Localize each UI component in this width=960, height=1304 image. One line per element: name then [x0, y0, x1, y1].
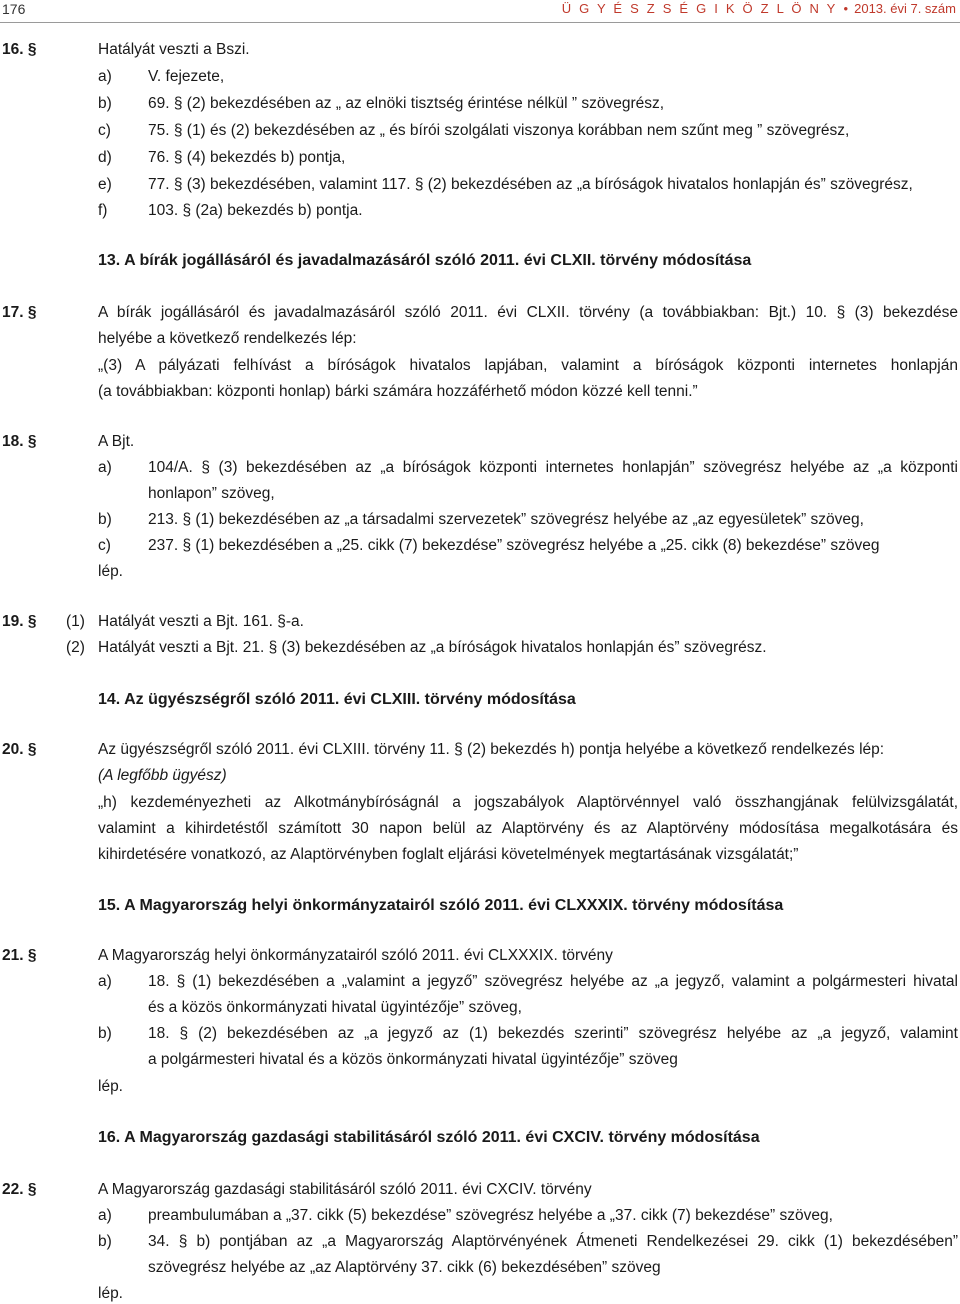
item-mark: b) [98, 1233, 112, 1250]
section-text: helyébe a következő rendelkezés lép: [98, 330, 357, 347]
item-mark: c) [98, 122, 111, 139]
item-mark: b) [98, 95, 112, 112]
item-text: V. fejezete, [148, 68, 225, 85]
item-mark: b) [98, 1025, 112, 1042]
item-text: a polgármesteri hivatal és a közös önkormányzati hivatal ügyintézője” szöveg [148, 1051, 678, 1068]
section-title: Hatályát veszti a Bszi. [98, 41, 250, 58]
item-text: 18. § (1) bekezdésében a „valamint a jegyző” szövegrész helyébe az „a jegyző, valamint a polgármesteri hivatal [148, 973, 958, 990]
item-mark: a) [98, 973, 112, 990]
section-number: 19. § [2, 613, 37, 630]
item-mark: b) [98, 511, 112, 528]
paragraph-mark: (2) [66, 639, 85, 656]
item-text: szövegrész helyébe az „az Alaptörvény 37. cikk (6) bekezdésében” szöveg [148, 1259, 661, 1276]
quoted-text: „(3) A pályázati felhívást a bíróságok hivatalos lapjában, valamint a bíróságok központi internetes honlapján [98, 357, 958, 374]
section-end: lép. [98, 563, 123, 580]
item-text: 34. § b) pontjában az „a Magyarország Alaptörvényének Átmeneti Rendelkezései 29. cikk (1) bekezdésében” [148, 1233, 958, 1250]
item-mark: d) [98, 149, 112, 166]
section-end: lép. [98, 1285, 123, 1302]
quoted-text: valamint a kihirdetéstől számított 30 napon belül az Alaptörvény és az Alaptörvény módosítása megalkotására és [98, 820, 958, 837]
item-text: 76. § (4) bekezdés b) pontja, [148, 149, 346, 166]
item-text: 104/A. § (3) bekezdésében az „a bíróságok központi internetes honlapján” szövegrész helyébe az „a központi [148, 459, 958, 476]
item-text: 69. § (2) bekezdésében az „ az elnöki tisztség érintése nélkül ” szövegrész, [148, 95, 665, 112]
journal-title [562, 1, 956, 16]
section-number: 18. § [2, 433, 37, 450]
chapter-heading: 15. A Magyarország helyi önkormányzatairól szóló 2011. évi CLXXXIX. törvény módosítása [98, 897, 784, 914]
section-title: A Bjt. [98, 433, 135, 450]
item-text: honlapon” szöveg, [148, 485, 275, 502]
item-text: 77. § (3) bekezdésében, valamint 117. § (2) bekezdésében az „a bíróságok hivatalos honlapján és” szövegrész, [148, 176, 913, 193]
paragraph-mark: (1) [66, 613, 85, 630]
section-end: lép. [98, 1078, 123, 1095]
paragraph-text: Hatályát veszti a Bjt. 161. §-a. [98, 613, 304, 630]
issue-label: 2013. évi 7. szám [854, 1, 956, 16]
item-mark: f) [98, 202, 108, 219]
item-text: 18. § (2) bekezdésében az „a jegyző az (1) bekezdés szerinti” szövegrész helyébe az „a jegyző, valamint [148, 1025, 958, 1042]
item-mark: a) [98, 68, 112, 85]
page-number: 176 [2, 1, 26, 17]
section-text: Az ügyészségről szóló 2011. évi CLXIII. törvény 11. § (2) bekezdés h) pontja helyébe a következő rendelkezés lép: [98, 741, 885, 758]
page-header [0, 0, 960, 22]
section-title: A Magyarország helyi önkormányzatairól szóló 2011. évi CLXXXIX. törvény [98, 947, 613, 964]
item-mark: a) [98, 1207, 112, 1224]
item-mark: c) [98, 537, 111, 554]
bullet-separator: • [843, 1, 849, 16]
header-divider [0, 22, 960, 23]
quoted-text: (a továbbiakban: központi honlap) bárki számára hozzáférhető módon közzé kell tenni.” [98, 383, 698, 400]
section-number: 17. § [2, 304, 37, 321]
item-text: 75. § (1) és (2) bekezdésében az „ és bírói szolgálati viszonya korábban nem szűnt meg ” szövegrész, [148, 122, 850, 139]
chapter-heading: 14. Az ügyészségről szóló 2011. évi CLXIII. törvény módosítása [98, 691, 576, 708]
section-number: 22. § [2, 1181, 37, 1198]
item-mark: a) [98, 459, 112, 476]
item-text: 237. § (1) bekezdésében a „25. cikk (7) bekezdése” szövegrész helyébe a „25. cikk (8) bekezdése” szöveg [148, 537, 880, 554]
item-mark: e) [98, 176, 112, 193]
item-text: 103. § (2a) bekezdés b) pontja. [148, 202, 363, 219]
section-number: 20. § [2, 741, 37, 758]
section-text: A bírák jogállásáról és javadalmazásáról szóló 2011. évi CLXII. törvény (a továbbiakban: Bjt.) 10. § (3) bekezdése [98, 304, 958, 321]
italic-note: (A legfőbb ügyész) [98, 767, 227, 784]
section-number: 16. § [2, 41, 37, 58]
item-text: 213. § (1) bekezdésében az „a társadalmi szervezetek” szövegrész helyébe az „az egyesületek” szöveg, [148, 511, 864, 528]
quoted-text: kihirdetésére vonatkozó, az Alaptörvényben foglalt eljárási követelmények megtartásának vizsgálatát;” [98, 846, 799, 863]
journal-name: Ü G Y É S Z S É G I K Ö Z L Ö N Y [561, 1, 838, 16]
quoted-text: „h) kezdeményezheti az Alkotmánybíróságnál a jogszabályok Alaptörvénnyel való összhangjának felülvizsgálatát, [98, 794, 958, 811]
item-text: preambulumában a „37. cikk (5) bekezdése” szövegrész helyébe a „37. cikk (7) bekezdése” szöveg, [148, 1207, 833, 1224]
section-title: A Magyarország gazdasági stabilitásáról szóló 2011. évi CXCIV. törvény [98, 1181, 592, 1198]
item-text: és a közös önkormányzati hivatal ügyintézője” szöveg, [148, 999, 522, 1016]
paragraph-text: Hatályát veszti a Bjt. 21. § (3) bekezdésében az „a bíróságok hivatalos honlapján és” szövegrész. [98, 639, 767, 656]
chapter-heading: 13. A bírák jogállásáról és javadalmazásáról szóló 2011. évi CLXII. törvény módosítása [98, 252, 752, 269]
section-number: 21. § [2, 947, 37, 964]
chapter-heading: 16. A Magyarország gazdasági stabilitásáról szóló 2011. évi CXCIV. törvény módosítása [98, 1129, 760, 1146]
